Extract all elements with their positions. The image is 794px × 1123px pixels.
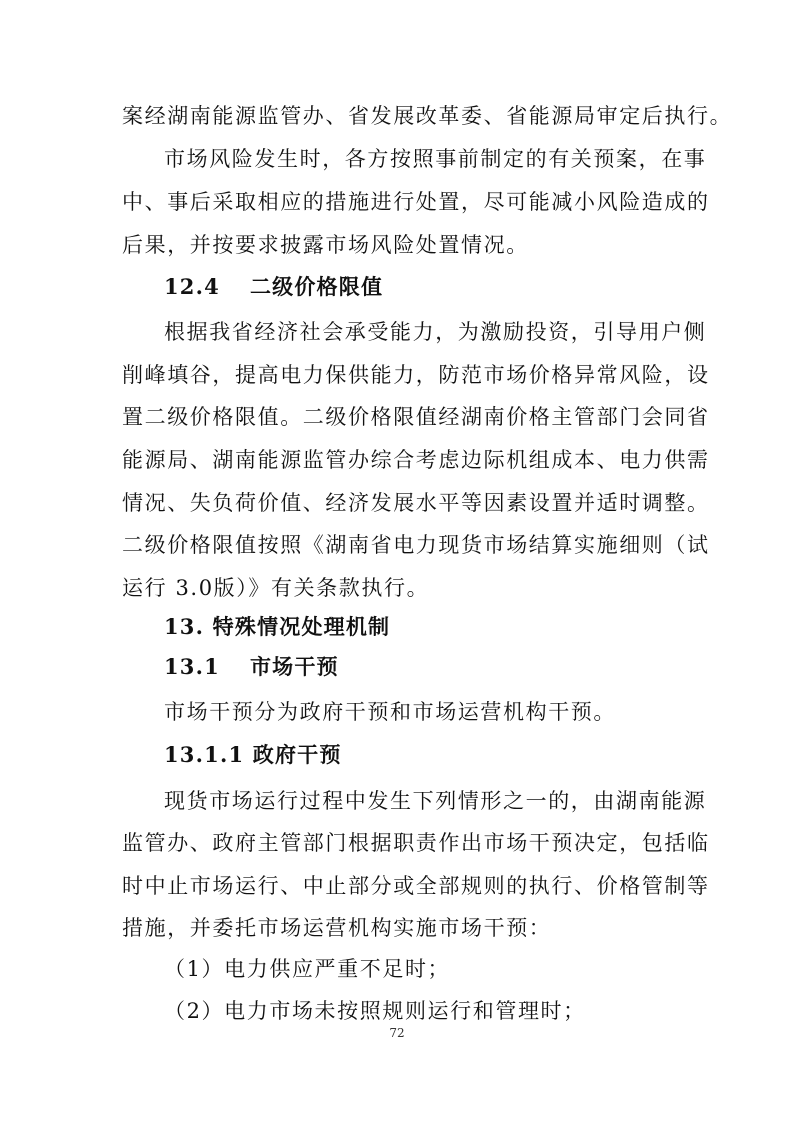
paragraph-line: 时中止市场运行、中止部分或全部规则的执行、价格管制等 bbox=[122, 874, 710, 898]
section-heading-13-1 bbox=[164, 652, 684, 682]
paragraph-line: 二级价格限值按照《湖南省电力现货市场结算实施细则（试 bbox=[122, 533, 710, 557]
section-number: 12.4 bbox=[164, 274, 220, 299]
section-number: 13.1 bbox=[164, 654, 220, 679]
paragraph-line: 能源局、湖南能源监管办综合考虑边际机组成本、电力供需 bbox=[122, 448, 710, 472]
list-item: （2）电力市场未按照规则运行和管理时； bbox=[164, 999, 586, 1023]
paragraph-line: 市场风险发生时，各方按照事前制定的有关预案，在事 bbox=[164, 147, 707, 171]
paragraph-line: 情况、失负荷价值、经济发展水平等因素设置并适时调整。 bbox=[122, 491, 710, 515]
section-heading-13-1-1: 13.1.1 政府干预 bbox=[164, 742, 342, 767]
paragraph-line: 案经湖南能源监管办、省发展改革委、省能源局审定后执行。 bbox=[122, 104, 733, 128]
paragraph-line: 市场干预分为政府干预和市场运营机构干预。 bbox=[164, 700, 616, 724]
paragraph-line: 置二级价格限值。二级价格限值经湖南价格主管部门会同省 bbox=[122, 405, 710, 429]
section-heading-13: 13. 特殊情况处理机制 bbox=[164, 614, 391, 639]
paragraph-line: 监管办、政府主管部门根据职责作出市场干预决定，包括临 bbox=[122, 831, 710, 855]
paragraph-line: 运行 3.0版）》有关条款执行。 bbox=[122, 576, 430, 600]
paragraph-line: 中、事后采取相应的措施进行处置，尽可能减小风险造成的 bbox=[122, 190, 710, 214]
paragraph-line: 根据我省经济社会承受能力，为激励投资，引导用户侧 bbox=[164, 320, 707, 344]
list-item: （1）电力供应严重不足时； bbox=[164, 957, 451, 981]
page-number: 72 bbox=[389, 1026, 405, 1040]
paragraph-line: 措施，并委托市场运营机构实施市场干预： bbox=[122, 916, 552, 940]
section-title: 市场干预 bbox=[249, 654, 339, 679]
paragraph-line: 后果，并按要求披露市场风险处置情况。 bbox=[122, 233, 529, 257]
paragraph-line: 现货市场运行过程中发生下列情形之一的，由湖南能源 bbox=[164, 789, 707, 813]
section-heading-12-4 bbox=[164, 272, 684, 302]
paragraph-line: 削峰填谷，提高电力保供能力，防范市场价格异常风险，设 bbox=[122, 363, 710, 387]
section-title: 二级价格限值 bbox=[249, 274, 384, 299]
